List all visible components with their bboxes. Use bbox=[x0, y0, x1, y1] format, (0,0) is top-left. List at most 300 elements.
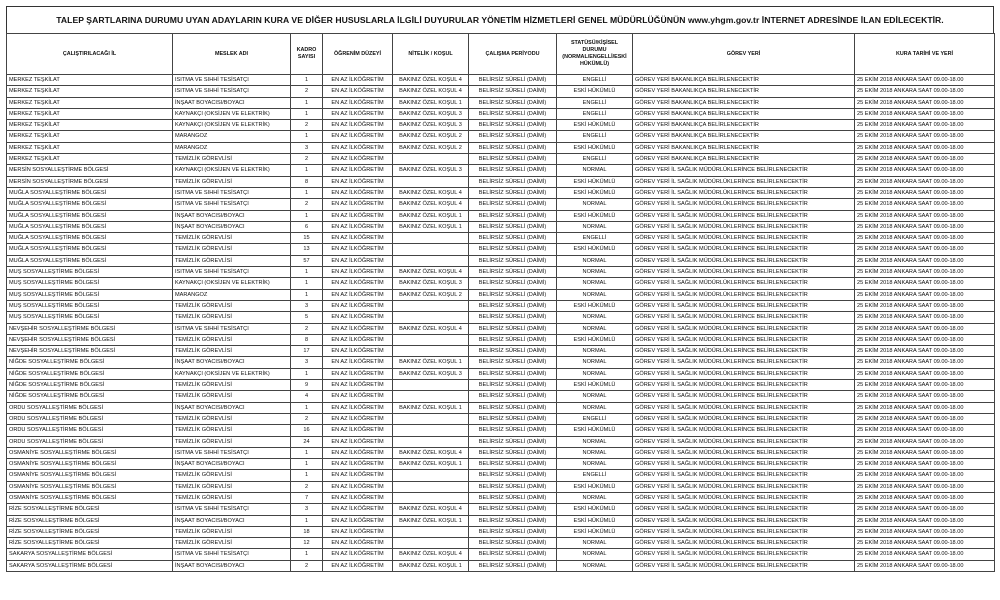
work-period-cell: BELİRSİZ SÜRELİ (DAİMİ) bbox=[469, 75, 557, 86]
draw-date-cell: 25 EKİM 2018 ANKARA SAAT 09.00-18.00 bbox=[855, 447, 995, 458]
education-cell: EN AZ İLKÖĞRETİM bbox=[323, 481, 393, 492]
quota-cell: 1 bbox=[291, 210, 323, 221]
education-cell: EN AZ İLKÖĞRETİM bbox=[323, 357, 393, 368]
condition-cell: BAKINIZ ÖZEL KOŞUL 4 bbox=[393, 549, 469, 560]
duty-location-cell: GÖREV YERİ İL SAĞLIK MÜDÜRLÜKLERİNCE BELİRLENECEKTİR bbox=[633, 526, 855, 537]
education-cell: EN AZ İLKÖĞRETİM bbox=[323, 504, 393, 515]
education-cell: EN AZ İLKÖĞRETİM bbox=[323, 165, 393, 176]
duty-location-cell: GÖREV YERİ BAKANLIKÇA BELİRLENECEKTİR bbox=[633, 75, 855, 86]
work-period-cell: BELİRSİZ SÜRELİ (DAİMİ) bbox=[469, 436, 557, 447]
table-row bbox=[7, 300, 995, 311]
draw-date-cell: 25 EKİM 2018 ANKARA SAAT 09.00-18.00 bbox=[855, 97, 995, 108]
occupation-cell: ISITMA VE SIHHİ TESİSATÇI bbox=[173, 447, 291, 458]
work-period-cell: BELİRSİZ SÜRELİ (DAİMİ) bbox=[469, 402, 557, 413]
work-period-cell: BELİRSİZ SÜRELİ (DAİMİ) bbox=[469, 492, 557, 503]
draw-date-cell: 25 EKİM 2018 ANKARA SAAT 09.00-18.00 bbox=[855, 154, 995, 165]
condition-cell: BAKINIZ ÖZEL KOŞUL 3 bbox=[393, 108, 469, 119]
province-cell: MERKEZ TEŞKİLAT bbox=[7, 142, 173, 153]
education-cell: EN AZ İLKÖĞRETİM bbox=[323, 97, 393, 108]
education-cell: EN AZ İLKÖĞRETİM bbox=[323, 86, 393, 97]
quota-cell: 12 bbox=[291, 538, 323, 549]
quota-cell: 2 bbox=[291, 154, 323, 165]
status-cell: ESKİ HÜKÜMLÜ bbox=[557, 515, 633, 526]
occupation-cell: TEMİZLİK GÖREVLİSİ bbox=[173, 346, 291, 357]
work-period-cell: BELİRSİZ SÜRELİ (DAİMİ) bbox=[469, 142, 557, 153]
condition-cell: BAKINIZ ÖZEL KOŞUL 1 bbox=[393, 221, 469, 232]
occupation-cell: KAYNAKÇI (OKSİJEN VE ELEKTRİK) bbox=[173, 165, 291, 176]
draw-date-cell: 25 EKİM 2018 ANKARA SAAT 09.00-18.00 bbox=[855, 481, 995, 492]
table-row bbox=[7, 560, 995, 571]
work-period-cell: BELİRSİZ SÜRELİ (DAİMİ) bbox=[469, 97, 557, 108]
quota-cell: 3 bbox=[291, 300, 323, 311]
occupation-cell: TEMİZLİK GÖREVLİSİ bbox=[173, 436, 291, 447]
draw-date-cell: 25 EKİM 2018 ANKARA SAAT 09.00-18.00 bbox=[855, 436, 995, 447]
condition-cell bbox=[393, 481, 469, 492]
province-cell: MERKEZ TEŞKİLAT bbox=[7, 97, 173, 108]
quota-cell: 6 bbox=[291, 221, 323, 232]
duty-location-cell: GÖREV YERİ İL SAĞLIK MÜDÜRLÜKLERİNCE BELİRLENECEKTİR bbox=[633, 357, 855, 368]
status-cell: NORMAL bbox=[557, 289, 633, 300]
condition-cell: BAKINIZ ÖZEL KOŞUL 4 bbox=[393, 75, 469, 86]
duty-location-cell: GÖREV YERİ İL SAĞLIK MÜDÜRLÜKLERİNCE BELİRLENECEKTİR bbox=[633, 267, 855, 278]
education-cell: EN AZ İLKÖĞRETİM bbox=[323, 334, 393, 345]
draw-date-cell: 25 EKİM 2018 ANKARA SAAT 09.00-18.00 bbox=[855, 199, 995, 210]
work-period-cell: BELİRSİZ SÜRELİ (DAİMİ) bbox=[469, 413, 557, 424]
education-cell: EN AZ İLKÖĞRETİM bbox=[323, 391, 393, 402]
education-cell: EN AZ İLKÖĞRETİM bbox=[323, 447, 393, 458]
positions-table bbox=[6, 33, 995, 572]
quota-cell: 5 bbox=[291, 312, 323, 323]
work-period-cell: BELİRSİZ SÜRELİ (DAİMİ) bbox=[469, 459, 557, 470]
quota-cell: 3 bbox=[291, 357, 323, 368]
table-row bbox=[7, 323, 995, 334]
work-period-cell: BELİRSİZ SÜRELİ (DAİMİ) bbox=[469, 267, 557, 278]
quota-cell: 2 bbox=[291, 86, 323, 97]
duty-location-cell: GÖREV YERİ İL SAĞLIK MÜDÜRLÜKLERİNCE BELİRLENECEKTİR bbox=[633, 425, 855, 436]
duty-location-cell: GÖREV YERİ İL SAĞLIK MÜDÜRLÜKLERİNCE BELİRLENECEKTİR bbox=[633, 549, 855, 560]
education-cell: EN AZ İLKÖĞRETİM bbox=[323, 425, 393, 436]
table-row bbox=[7, 97, 995, 108]
duty-location-cell: GÖREV YERİ İL SAĞLIK MÜDÜRLÜKLERİNCE BELİRLENECEKTİR bbox=[633, 402, 855, 413]
quota-cell: 3 bbox=[291, 504, 323, 515]
education-cell: EN AZ İLKÖĞRETİM bbox=[323, 470, 393, 481]
education-cell: EN AZ İLKÖĞRETİM bbox=[323, 402, 393, 413]
table-row bbox=[7, 346, 995, 357]
education-cell: EN AZ İLKÖĞRETİM bbox=[323, 176, 393, 187]
status-cell: NORMAL bbox=[557, 165, 633, 176]
condition-cell bbox=[393, 154, 469, 165]
education-cell: EN AZ İLKÖĞRETİM bbox=[323, 515, 393, 526]
quota-cell: 2 bbox=[291, 560, 323, 571]
quota-cell: 1 bbox=[291, 97, 323, 108]
table-row bbox=[7, 515, 995, 526]
duty-location-cell: GÖREV YERİ İL SAĞLIK MÜDÜRLÜKLERİNCE BELİRLENECEKTİR bbox=[633, 244, 855, 255]
work-period-cell: BELİRSİZ SÜRELİ (DAİMİ) bbox=[469, 312, 557, 323]
province-cell: MERKEZ TEŞKİLAT bbox=[7, 131, 173, 142]
status-cell: NORMAL bbox=[557, 492, 633, 503]
quota-cell: 1 bbox=[291, 470, 323, 481]
duty-location-cell: GÖREV YERİ İL SAĞLIK MÜDÜRLÜKLERİNCE BELİRLENECEKTİR bbox=[633, 492, 855, 503]
header-work-period: ÇALIŞMA PERİYODU bbox=[469, 34, 557, 75]
education-cell: EN AZ İLKÖĞRETİM bbox=[323, 413, 393, 424]
quota-cell: 1 bbox=[291, 368, 323, 379]
duty-location-cell: GÖREV YERİ İL SAĞLIK MÜDÜRLÜKLERİNCE BELİRLENECEKTİR bbox=[633, 312, 855, 323]
quota-cell: 16 bbox=[291, 425, 323, 436]
occupation-cell: ISITMA VE SIHHİ TESİSATÇI bbox=[173, 267, 291, 278]
status-cell: ESKİ HÜKÜMLÜ bbox=[557, 120, 633, 131]
status-cell: NORMAL bbox=[557, 436, 633, 447]
work-period-cell: BELİRSİZ SÜRELİ (DAİMİ) bbox=[469, 255, 557, 266]
province-cell: SAKARYA SOSYALLEŞTİRME BÖLGESİ bbox=[7, 560, 173, 571]
table-row bbox=[7, 199, 995, 210]
province-cell: MUŞ SOSYALLEŞTİRME BÖLGESİ bbox=[7, 312, 173, 323]
draw-date-cell: 25 EKİM 2018 ANKARA SAAT 09.00-18.00 bbox=[855, 108, 995, 119]
duty-location-cell: GÖREV YERİ İL SAĞLIK MÜDÜRLÜKLERİNCE BELİRLENECEKTİR bbox=[633, 560, 855, 571]
education-cell: EN AZ İLKÖĞRETİM bbox=[323, 346, 393, 357]
condition-cell: BAKINIZ ÖZEL KOŞUL 1 bbox=[393, 560, 469, 571]
status-cell: ENGELLİ bbox=[557, 470, 633, 481]
work-period-cell: BELİRSİZ SÜRELİ (DAİMİ) bbox=[469, 176, 557, 187]
status-cell: NORMAL bbox=[557, 447, 633, 458]
status-cell: NORMAL bbox=[557, 221, 633, 232]
education-cell: EN AZ İLKÖĞRETİM bbox=[323, 312, 393, 323]
duty-location-cell: GÖREV YERİ İL SAĞLIK MÜDÜRLÜKLERİNCE BELİRLENECEKTİR bbox=[633, 515, 855, 526]
quota-cell: 1 bbox=[291, 75, 323, 86]
table-row bbox=[7, 120, 995, 131]
quota-cell: 1 bbox=[291, 131, 323, 142]
status-cell: ENGELLİ bbox=[557, 108, 633, 119]
occupation-cell: TEMİZLİK GÖREVLİSİ bbox=[173, 413, 291, 424]
draw-date-cell: 25 EKİM 2018 ANKARA SAAT 09.00-18.00 bbox=[855, 413, 995, 424]
occupation-cell: TEMİZLİK GÖREVLİSİ bbox=[173, 481, 291, 492]
status-cell: NORMAL bbox=[557, 459, 633, 470]
draw-date-cell: 25 EKİM 2018 ANKARA SAAT 09.00-18.00 bbox=[855, 86, 995, 97]
condition-cell bbox=[393, 380, 469, 391]
table-row bbox=[7, 549, 995, 560]
education-cell: EN AZ İLKÖĞRETİM bbox=[323, 233, 393, 244]
draw-date-cell: 25 EKİM 2018 ANKARA SAAT 09.00-18.00 bbox=[855, 380, 995, 391]
work-period-cell: BELİRSİZ SÜRELİ (DAİMİ) bbox=[469, 221, 557, 232]
quota-cell: 13 bbox=[291, 244, 323, 255]
document-title: TALEP ŞARTLARINA DURUMU UYAN ADAYLARIN KURA VE DİĞER HUSUSLARLA İLGİLİ DUYURULAR YÖNETİM HİZMETLERİ GENEL MÜDÜRLÜĞÜNÜN www.yhgm.gov.tr İNTERNET ADRESİNDE İLAN EDİLECEKTİR. bbox=[6, 6, 994, 33]
table-header-row bbox=[7, 34, 995, 75]
status-cell: NORMAL bbox=[557, 391, 633, 402]
province-cell: MERKEZ TEŞKİLAT bbox=[7, 154, 173, 165]
occupation-cell: TEMİZLİK GÖREVLİSİ bbox=[173, 334, 291, 345]
education-cell: EN AZ İLKÖĞRETİM bbox=[323, 131, 393, 142]
table-row bbox=[7, 165, 995, 176]
duty-location-cell: GÖREV YERİ BAKANLIKÇA BELİRLENECEKTİR bbox=[633, 97, 855, 108]
quota-cell: 7 bbox=[291, 492, 323, 503]
occupation-cell: ISITMA VE SIHHİ TESİSATÇI bbox=[173, 187, 291, 198]
status-cell: ESKİ HÜKÜMLÜ bbox=[557, 425, 633, 436]
occupation-cell: MARANGOZ bbox=[173, 131, 291, 142]
province-cell: MUŞ SOSYALLEŞTİRME BÖLGESİ bbox=[7, 300, 173, 311]
table-row bbox=[7, 187, 995, 198]
condition-cell: BAKINIZ ÖZEL KOŞUL 4 bbox=[393, 323, 469, 334]
table-row bbox=[7, 492, 995, 503]
table-row bbox=[7, 131, 995, 142]
status-cell: NORMAL bbox=[557, 549, 633, 560]
header-status: STATÜSÜ/KİŞİSEL DURUMU (NORMAL/ENGELLİ/ESKİ HÜKÜMLÜ) bbox=[557, 34, 633, 75]
quota-cell: 9 bbox=[291, 380, 323, 391]
duty-location-cell: GÖREV YERİ İL SAĞLIK MÜDÜRLÜKLERİNCE BELİRLENECEKTİR bbox=[633, 413, 855, 424]
duty-location-cell: GÖREV YERİ İL SAĞLIK MÜDÜRLÜKLERİNCE BELİRLENECEKTİR bbox=[633, 221, 855, 232]
work-period-cell: BELİRSİZ SÜRELİ (DAİMİ) bbox=[469, 131, 557, 142]
draw-date-cell: 25 EKİM 2018 ANKARA SAAT 09.00-18.00 bbox=[855, 357, 995, 368]
draw-date-cell: 25 EKİM 2018 ANKARA SAAT 09.00-18.00 bbox=[855, 131, 995, 142]
status-cell: ESKİ HÜKÜMLÜ bbox=[557, 526, 633, 537]
table-row bbox=[7, 75, 995, 86]
occupation-cell: TEMİZLİK GÖREVLİSİ bbox=[173, 154, 291, 165]
status-cell: ENGELLİ bbox=[557, 97, 633, 108]
duty-location-cell: GÖREV YERİ İL SAĞLIK MÜDÜRLÜKLERİNCE BELİRLENECEKTİR bbox=[633, 255, 855, 266]
work-period-cell: BELİRSİZ SÜRELİ (DAİMİ) bbox=[469, 323, 557, 334]
draw-date-cell: 25 EKİM 2018 ANKARA SAAT 09.00-18.00 bbox=[855, 165, 995, 176]
duty-location-cell: GÖREV YERİ İL SAĞLIK MÜDÜRLÜKLERİNCE BELİRLENECEKTİR bbox=[633, 447, 855, 458]
draw-date-cell: 25 EKİM 2018 ANKARA SAAT 09.00-18.00 bbox=[855, 459, 995, 470]
province-cell: RİZE SOSYALLEŞTİRME BÖLGESİ bbox=[7, 526, 173, 537]
draw-date-cell: 25 EKİM 2018 ANKARA SAAT 09.00-18.00 bbox=[855, 323, 995, 334]
draw-date-cell: 25 EKİM 2018 ANKARA SAAT 09.00-18.00 bbox=[855, 300, 995, 311]
duty-location-cell: GÖREV YERİ BAKANLIKÇA BELİRLENECEKTİR bbox=[633, 120, 855, 131]
draw-date-cell: 25 EKİM 2018 ANKARA SAAT 09.00-18.00 bbox=[855, 402, 995, 413]
duty-location-cell: GÖREV YERİ İL SAĞLIK MÜDÜRLÜKLERİNCE BELİRLENECEKTİR bbox=[633, 233, 855, 244]
education-cell: EN AZ İLKÖĞRETİM bbox=[323, 560, 393, 571]
table-row bbox=[7, 289, 995, 300]
work-period-cell: BELİRSİZ SÜRELİ (DAİMİ) bbox=[469, 481, 557, 492]
condition-cell: BAKINIZ ÖZEL KOŞUL 1 bbox=[393, 210, 469, 221]
quota-cell: 1 bbox=[291, 289, 323, 300]
quota-cell: 24 bbox=[291, 436, 323, 447]
quota-cell: 2 bbox=[291, 120, 323, 131]
condition-cell bbox=[393, 526, 469, 537]
status-cell: NORMAL bbox=[557, 357, 633, 368]
work-period-cell: BELİRSİZ SÜRELİ (DAİMİ) bbox=[469, 447, 557, 458]
education-cell: EN AZ İLKÖĞRETİM bbox=[323, 436, 393, 447]
status-cell: ENGELLİ bbox=[557, 233, 633, 244]
quota-cell: 17 bbox=[291, 346, 323, 357]
duty-location-cell: GÖREV YERİ BAKANLIKÇA BELİRLENECEKTİR bbox=[633, 131, 855, 142]
condition-cell: BAKINIZ ÖZEL KOŞUL 1 bbox=[393, 97, 469, 108]
duty-location-cell: GÖREV YERİ BAKANLIKÇA BELİRLENECEKTİR bbox=[633, 86, 855, 97]
education-cell: EN AZ İLKÖĞRETİM bbox=[323, 380, 393, 391]
status-cell: NORMAL bbox=[557, 278, 633, 289]
condition-cell: BAKINIZ ÖZEL KOŞUL 1 bbox=[393, 515, 469, 526]
duty-location-cell: GÖREV YERİ İL SAĞLIK MÜDÜRLÜKLERİNCE BELİRLENECEKTİR bbox=[633, 436, 855, 447]
work-period-cell: BELİRSİZ SÜRELİ (DAİMİ) bbox=[469, 289, 557, 300]
condition-cell bbox=[393, 436, 469, 447]
occupation-cell: KAYNAKÇI (OKSİJEN VE ELEKTRİK) bbox=[173, 368, 291, 379]
education-cell: EN AZ İLKÖĞRETİM bbox=[323, 142, 393, 153]
work-period-cell: BELİRSİZ SÜRELİ (DAİMİ) bbox=[469, 425, 557, 436]
condition-cell bbox=[393, 255, 469, 266]
draw-date-cell: 25 EKİM 2018 ANKARA SAAT 09.00-18.00 bbox=[855, 244, 995, 255]
status-cell: NORMAL bbox=[557, 199, 633, 210]
province-cell: NEVŞEHİR SOSYALLEŞTİRME BÖLGESİ bbox=[7, 334, 173, 345]
province-cell: MERKEZ TEŞKİLAT bbox=[7, 120, 173, 131]
province-cell: ORDU SOSYALLEŞTİRME BÖLGESİ bbox=[7, 436, 173, 447]
quota-cell: 15 bbox=[291, 233, 323, 244]
occupation-cell: TEMİZLİK GÖREVLİSİ bbox=[173, 300, 291, 311]
education-cell: EN AZ İLKÖĞRETİM bbox=[323, 323, 393, 334]
draw-date-cell: 25 EKİM 2018 ANKARA SAAT 09.00-18.00 bbox=[855, 391, 995, 402]
work-period-cell: BELİRSİZ SÜRELİ (DAİMİ) bbox=[469, 278, 557, 289]
occupation-cell: TEMİZLİK GÖREVLİSİ bbox=[173, 233, 291, 244]
work-period-cell: BELİRSİZ SÜRELİ (DAİMİ) bbox=[469, 504, 557, 515]
province-cell: NEVŞEHİR SOSYALLEŞTİRME BÖLGESİ bbox=[7, 323, 173, 334]
quota-cell: 1 bbox=[291, 402, 323, 413]
table-row bbox=[7, 413, 995, 424]
education-cell: EN AZ İLKÖĞRETİM bbox=[323, 538, 393, 549]
draw-date-cell: 25 EKİM 2018 ANKARA SAAT 09.00-18.00 bbox=[855, 560, 995, 571]
province-cell: RİZE SOSYALLEŞTİRME BÖLGESİ bbox=[7, 515, 173, 526]
province-cell: OSMANİYE SOSYALLEŞTİRME BÖLGESİ bbox=[7, 447, 173, 458]
province-cell: ORDU SOSYALLEŞTİRME BÖLGESİ bbox=[7, 425, 173, 436]
occupation-cell: İNŞAAT BOYACISI/BOYACI bbox=[173, 515, 291, 526]
duty-location-cell: GÖREV YERİ BAKANLIKÇA BELİRLENECEKTİR bbox=[633, 108, 855, 119]
quota-cell: 1 bbox=[291, 447, 323, 458]
occupation-cell: TEMİZLİK GÖREVLİSİ bbox=[173, 380, 291, 391]
table-row bbox=[7, 312, 995, 323]
draw-date-cell: 25 EKİM 2018 ANKARA SAAT 09.00-18.00 bbox=[855, 312, 995, 323]
status-cell: NORMAL bbox=[557, 402, 633, 413]
table-row bbox=[7, 538, 995, 549]
condition-cell bbox=[393, 346, 469, 357]
table-row bbox=[7, 244, 995, 255]
work-period-cell: BELİRSİZ SÜRELİ (DAİMİ) bbox=[469, 187, 557, 198]
duty-location-cell: GÖREV YERİ İL SAĞLIK MÜDÜRLÜKLERİNCE BELİRLENECEKTİR bbox=[633, 323, 855, 334]
condition-cell: BAKINIZ ÖZEL KOŞUL 4 bbox=[393, 187, 469, 198]
table-row bbox=[7, 86, 995, 97]
status-cell: ESKİ HÜKÜMLÜ bbox=[557, 334, 633, 345]
status-cell: NORMAL bbox=[557, 560, 633, 571]
draw-date-cell: 25 EKİM 2018 ANKARA SAAT 09.00-18.00 bbox=[855, 75, 995, 86]
work-period-cell: BELİRSİZ SÜRELİ (DAİMİ) bbox=[469, 300, 557, 311]
province-cell: NİĞDE SOSYALLEŞTİRME BÖLGESİ bbox=[7, 380, 173, 391]
occupation-cell: İNŞAAT BOYACISI/BOYACI bbox=[173, 459, 291, 470]
province-cell: MUŞ SOSYALLEŞTİRME BÖLGESİ bbox=[7, 267, 173, 278]
occupation-cell: ISITMA VE SIHHİ TESİSATÇI bbox=[173, 199, 291, 210]
province-cell: MUĞLA SOSYALLEŞTİRME BÖLGESİ bbox=[7, 210, 173, 221]
table-row bbox=[7, 481, 995, 492]
status-cell: NORMAL bbox=[557, 312, 633, 323]
draw-date-cell: 25 EKİM 2018 ANKARA SAAT 09.00-18.00 bbox=[855, 368, 995, 379]
table-row bbox=[7, 255, 995, 266]
province-cell: MUŞ SOSYALLEŞTİRME BÖLGESİ bbox=[7, 278, 173, 289]
condition-cell: BAKINIZ ÖZEL KOŞUL 3 bbox=[393, 165, 469, 176]
occupation-cell: İNŞAAT BOYACISI/BOYACI bbox=[173, 97, 291, 108]
education-cell: EN AZ İLKÖĞRETİM bbox=[323, 459, 393, 470]
quota-cell: 8 bbox=[291, 176, 323, 187]
status-cell: ESKİ HÜKÜMLÜ bbox=[557, 142, 633, 153]
work-period-cell: BELİRSİZ SÜRELİ (DAİMİ) bbox=[469, 515, 557, 526]
condition-cell: BAKINIZ ÖZEL KOŞUL 2 bbox=[393, 289, 469, 300]
table-row bbox=[7, 278, 995, 289]
work-period-cell: BELİRSİZ SÜRELİ (DAİMİ) bbox=[469, 86, 557, 97]
status-cell: NORMAL bbox=[557, 368, 633, 379]
status-cell: ESKİ HÜKÜMLÜ bbox=[557, 86, 633, 97]
table-row bbox=[7, 210, 995, 221]
table-body bbox=[7, 75, 995, 572]
quota-cell: 1 bbox=[291, 278, 323, 289]
table-row bbox=[7, 459, 995, 470]
province-cell: MUĞLA SOSYALLEŞTİRME BÖLGESİ bbox=[7, 255, 173, 266]
table-row bbox=[7, 425, 995, 436]
province-cell: RİZE SOSYALLEŞTİRME BÖLGESİ bbox=[7, 504, 173, 515]
province-cell: MUĞLA SOSYALLEŞTİRME BÖLGESİ bbox=[7, 244, 173, 255]
work-period-cell: BELİRSİZ SÜRELİ (DAİMİ) bbox=[469, 210, 557, 221]
quota-cell: 1 bbox=[291, 108, 323, 119]
province-cell: NEVŞEHİR SOSYALLEŞTİRME BÖLGESİ bbox=[7, 346, 173, 357]
work-period-cell: BELİRSİZ SÜRELİ (DAİMİ) bbox=[469, 120, 557, 131]
condition-cell bbox=[393, 425, 469, 436]
occupation-cell: İNŞAAT BOYACISI/BOYACI bbox=[173, 221, 291, 232]
duty-location-cell: GÖREV YERİ İL SAĞLIK MÜDÜRLÜKLERİNCE BELİRLENECEKTİR bbox=[633, 391, 855, 402]
draw-date-cell: 25 EKİM 2018 ANKARA SAAT 09.00-18.00 bbox=[855, 176, 995, 187]
condition-cell bbox=[393, 312, 469, 323]
occupation-cell: KAYNAKÇI (OKSİJEN VE ELEKTRİK) bbox=[173, 120, 291, 131]
work-period-cell: BELİRSİZ SÜRELİ (DAİMİ) bbox=[469, 233, 557, 244]
work-period-cell: BELİRSİZ SÜRELİ (DAİMİ) bbox=[469, 244, 557, 255]
condition-cell: BAKINIZ ÖZEL KOŞUL 4 bbox=[393, 86, 469, 97]
duty-location-cell: GÖREV YERİ BAKANLIKÇA BELİRLENECEKTİR bbox=[633, 154, 855, 165]
quota-cell: 3 bbox=[291, 142, 323, 153]
status-cell: ESKİ HÜKÜMLÜ bbox=[557, 380, 633, 391]
occupation-cell: TEMİZLİK GÖREVLİSİ bbox=[173, 425, 291, 436]
work-period-cell: BELİRSİZ SÜRELİ (DAİMİ) bbox=[469, 380, 557, 391]
table-row bbox=[7, 108, 995, 119]
duty-location-cell: GÖREV YERİ İL SAĞLIK MÜDÜRLÜKLERİNCE BELİRLENECEKTİR bbox=[633, 368, 855, 379]
table-row bbox=[7, 334, 995, 345]
status-cell: ENGELLİ bbox=[557, 75, 633, 86]
table-row bbox=[7, 504, 995, 515]
province-cell: MUĞLA SOSYALLEŞTİRME BÖLGESİ bbox=[7, 187, 173, 198]
header-draw-date: KURA TARİHİ VE YERİ bbox=[855, 34, 995, 75]
status-cell: ESKİ HÜKÜMLÜ bbox=[557, 244, 633, 255]
table-row bbox=[7, 221, 995, 232]
province-cell: OSMANİYE SOSYALLEŞTİRME BÖLGESİ bbox=[7, 470, 173, 481]
condition-cell bbox=[393, 176, 469, 187]
duty-location-cell: GÖREV YERİ BAKANLIKÇA BELİRLENECEKTİR bbox=[633, 142, 855, 153]
draw-date-cell: 25 EKİM 2018 ANKARA SAAT 09.00-18.00 bbox=[855, 289, 995, 300]
education-cell: EN AZ İLKÖĞRETİM bbox=[323, 278, 393, 289]
education-cell: EN AZ İLKÖĞRETİM bbox=[323, 199, 393, 210]
occupation-cell: KAYNAKÇI (OKSİJEN VE ELEKTRİK) bbox=[173, 108, 291, 119]
province-cell: OSMANİYE SOSYALLEŞTİRME BÖLGESİ bbox=[7, 481, 173, 492]
status-cell: ENGELLİ bbox=[557, 131, 633, 142]
condition-cell: BAKINIZ ÖZEL KOŞUL 3 bbox=[393, 278, 469, 289]
province-cell: MERSİN SOSYALLEŞTİRME BÖLGESİ bbox=[7, 165, 173, 176]
draw-date-cell: 25 EKİM 2018 ANKARA SAAT 09.00-18.00 bbox=[855, 255, 995, 266]
quota-cell: 4 bbox=[291, 391, 323, 402]
work-period-cell: BELİRSİZ SÜRELİ (DAİMİ) bbox=[469, 154, 557, 165]
quota-cell: 2 bbox=[291, 199, 323, 210]
draw-date-cell: 25 EKİM 2018 ANKARA SAAT 09.00-18.00 bbox=[855, 233, 995, 244]
status-cell: ENGELLİ bbox=[557, 154, 633, 165]
quota-cell: 1 bbox=[291, 515, 323, 526]
condition-cell bbox=[393, 391, 469, 402]
duty-location-cell: GÖREV YERİ İL SAĞLIK MÜDÜRLÜKLERİNCE BELİRLENECEKTİR bbox=[633, 459, 855, 470]
table-row bbox=[7, 154, 995, 165]
table-row bbox=[7, 436, 995, 447]
draw-date-cell: 25 EKİM 2018 ANKARA SAAT 09.00-18.00 bbox=[855, 267, 995, 278]
occupation-cell: İNŞAAT BOYACISI/BOYACI bbox=[173, 357, 291, 368]
education-cell: EN AZ İLKÖĞRETİM bbox=[323, 154, 393, 165]
education-cell: EN AZ İLKÖĞRETİM bbox=[323, 300, 393, 311]
education-cell: EN AZ İLKÖĞRETİM bbox=[323, 120, 393, 131]
draw-date-cell: 25 EKİM 2018 ANKARA SAAT 09.00-18.00 bbox=[855, 142, 995, 153]
